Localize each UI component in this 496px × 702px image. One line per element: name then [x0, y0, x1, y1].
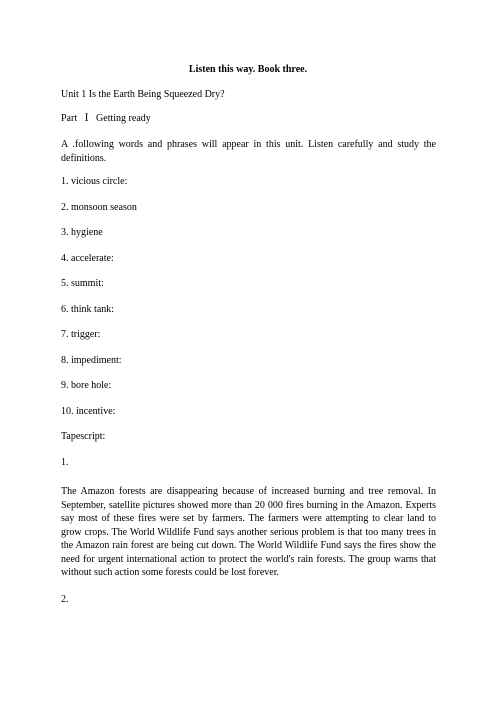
- unit-title: Unit 1 Is the Earth Being Squeezed Dry?: [61, 89, 225, 100]
- term-item: 4. accelerate:: [61, 253, 114, 264]
- intro-paragraph: A .following words and phrases will appear in this unit. Listen carefully and study the definitions.: [61, 139, 436, 164]
- term-item: 7. trigger:: [61, 329, 101, 340]
- term-item: 9. bore hole:: [61, 380, 112, 391]
- part-heading: Part Ⅰ Getting ready: [61, 113, 151, 124]
- term-item: 6. think tank:: [61, 304, 115, 315]
- term-item: 2. monsoon season: [61, 202, 137, 213]
- term-item: 8. impediment:: [61, 355, 122, 366]
- item-number: 1.: [61, 457, 69, 468]
- term-item: 10. incentive:: [61, 406, 116, 417]
- term-item: 1. vicious circle:: [61, 176, 128, 187]
- tapescript-paragraph: The Amazon forests are disappearing because of increased burning and tree removal. In September, satellite pictures showed more than 20 000 fires burning in the Amazon. Experts say most of these fires were set by farmers. The farmers were attempting to clear land to grow crops. The World Wildlife Fund says another serious problem is that too many trees in the Amazon rain forest are being cut down. The World Wildlife Fund says the fires show the need for urgent international action to protect the world's rain forests. The group warns that without such action some forests could be lost forever.: [61, 486, 436, 578]
- term-item: 3. hygiene: [61, 227, 103, 238]
- term-item: 5. summit:: [61, 278, 104, 289]
- item-number: 2.: [61, 594, 69, 605]
- document-title: Listen this way. Book three.: [188, 64, 308, 75]
- tapescript-label: Tapescript:: [61, 431, 106, 442]
